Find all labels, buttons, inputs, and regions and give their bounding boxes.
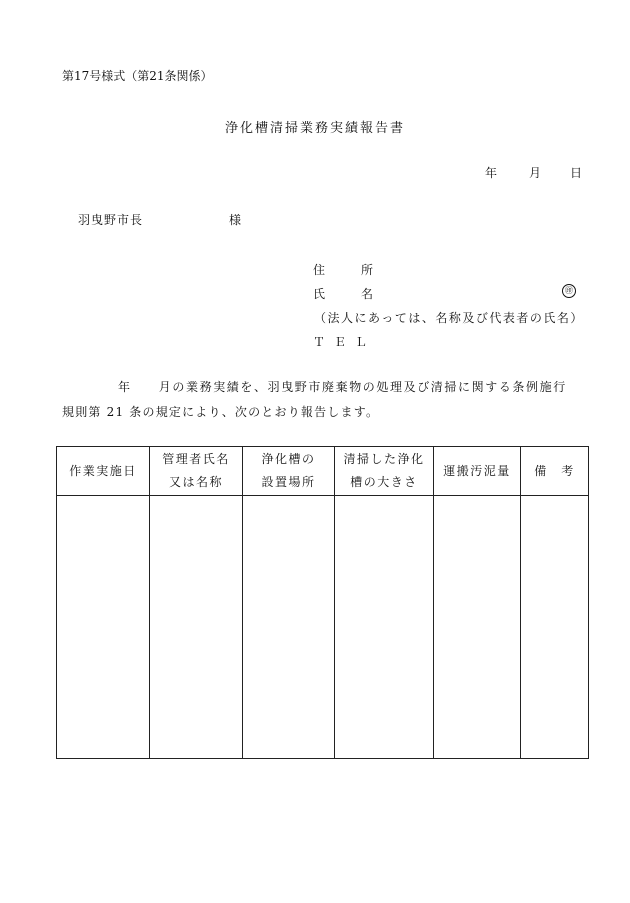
header-remarks: 備 考 — [521, 447, 589, 496]
cell-sludge-amount[interactable] — [434, 496, 521, 759]
header-work-date: 作業実施日 — [57, 447, 150, 496]
cell-work-date[interactable] — [57, 496, 150, 759]
name-label: 氏 名 — [313, 287, 386, 301]
header-tank-size: 清掃した浄化 槽の大きさ — [335, 447, 434, 496]
date-month-label: 月 — [529, 166, 542, 180]
table-row — [57, 496, 589, 759]
header-sludge-amount: 運搬汚泥量 — [434, 447, 521, 496]
seal-mark: ㊞ — [562, 284, 576, 298]
form-number: 第17号様式（第21条関係） — [62, 69, 213, 83]
header-install-location: 浄化槽の 設置場所 — [243, 447, 335, 496]
document-title: 浄化槽清掃業務実績報告書 — [224, 121, 405, 136]
address-label: 住 所 — [313, 263, 386, 277]
date-day-label: 日 — [570, 166, 583, 180]
header-manager-name: 管理者氏名 又は名称 — [150, 447, 243, 496]
addressee: 羽曳野市長 — [78, 213, 144, 227]
report-table — [56, 446, 589, 759]
cell-remarks[interactable] — [521, 496, 589, 759]
honorific: 様 — [229, 213, 242, 227]
tel-label: ＴＥＬ — [313, 335, 377, 349]
body-text-line-1: 年 月の業務実績を、羽曳野市廃棄物の処理及び清掃に関する条例施行 — [118, 380, 567, 394]
cell-tank-size[interactable] — [335, 496, 434, 759]
cell-install-location[interactable] — [243, 496, 335, 759]
corporate-note: （法人にあっては、名称及び代表者の氏名） — [314, 311, 584, 325]
body-text-line-2: 規則第 21 条の規定により、次のとおり報告します。 — [62, 405, 380, 419]
cell-manager-name[interactable] — [150, 496, 243, 759]
date-year-label: 年 — [485, 166, 498, 180]
table-header-row — [57, 447, 589, 496]
